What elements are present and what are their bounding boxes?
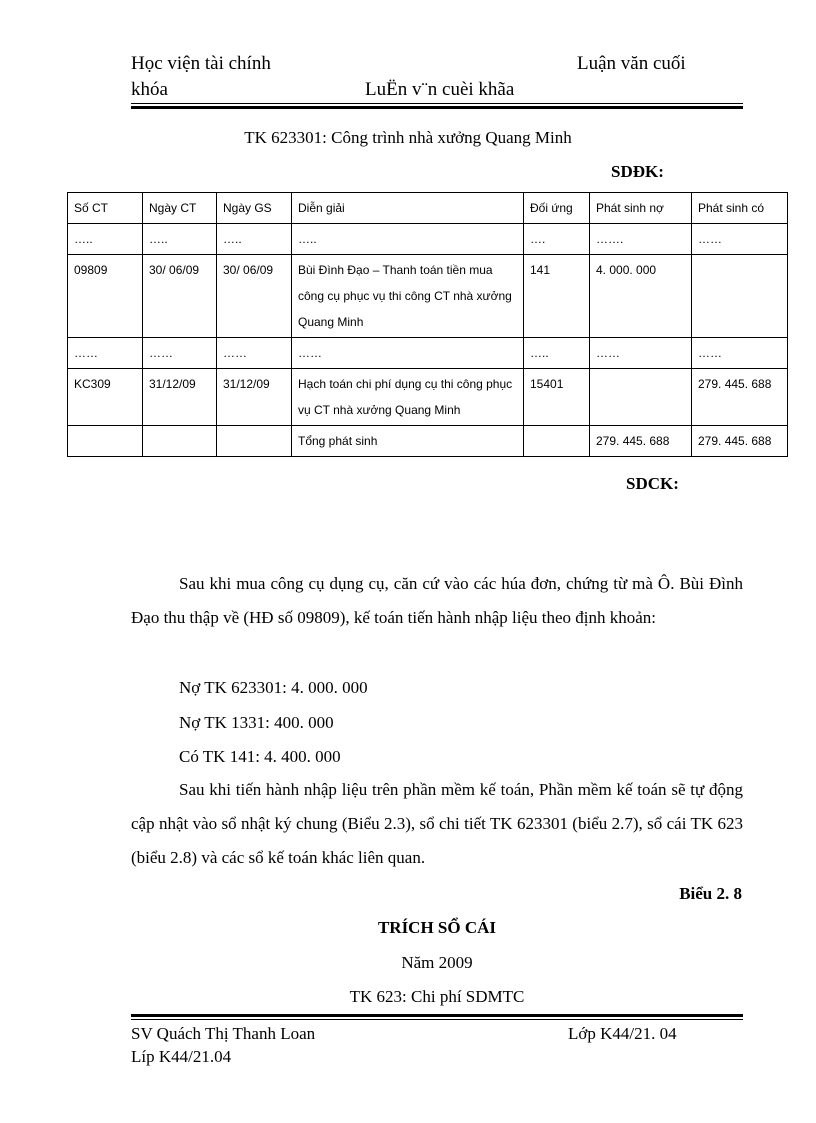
table-cell: Tổng phát sinh xyxy=(292,426,524,457)
column-header: Ngày CT xyxy=(143,193,217,224)
table-cell: …… xyxy=(692,224,788,255)
table-cell: 279. 445. 688 xyxy=(692,369,788,426)
header-rule-thick xyxy=(131,106,743,109)
footer-rule-thick xyxy=(131,1014,743,1017)
table-cell: Hạch toán chi phí dụng cụ thi công phục vụ CT nhà xưởng Quang Minh xyxy=(292,369,524,426)
table-cell: ….. xyxy=(143,224,217,255)
footer-rule-thin xyxy=(131,1019,743,1020)
table-cell: …… xyxy=(292,338,524,369)
table-cell: 30/ 06/09 xyxy=(143,255,217,338)
table-cell: 31/12/09 xyxy=(217,369,292,426)
table-cell: ….. xyxy=(217,224,292,255)
table-row xyxy=(68,224,788,255)
table-cell: 279. 445. 688 xyxy=(590,426,692,457)
table-cell: …. xyxy=(524,224,590,255)
table-cell xyxy=(590,369,692,426)
table-row xyxy=(68,255,788,338)
exhibit-label: Biểu 2. 8 xyxy=(679,884,742,903)
table-row-total xyxy=(68,426,788,457)
table-header-row xyxy=(68,193,788,224)
table-cell: Bùi Đình Đạo – Thanh toán tiền mua công cụ phục vụ thi công CT nhà xưởng Quang Minh xyxy=(292,255,524,338)
journal-entry-debit-2: Nợ TK 1331: 400. 000 xyxy=(179,713,334,732)
table-cell: ….. xyxy=(292,224,524,255)
opening-balance-label: SDĐK: xyxy=(611,162,664,181)
table-cell: …… xyxy=(143,338,217,369)
table-cell: 4. 000. 000 xyxy=(590,255,692,338)
table-row xyxy=(68,369,788,426)
footer-class: Lớp K44/21. 04 xyxy=(568,1024,677,1043)
table-cell: …… xyxy=(590,338,692,369)
table-cell: 279. 445. 688 xyxy=(692,426,788,457)
table-cell: 141 xyxy=(524,255,590,338)
table-cell: 09809 xyxy=(68,255,143,338)
ledger-title: TRÍCH SỔ CÁI xyxy=(377,918,497,937)
table-cell: …… xyxy=(68,338,143,369)
header-thesis-title: Luận văn cuối xyxy=(577,53,686,74)
table-cell: …… xyxy=(692,338,788,369)
ledger-account: TK 623: Chi phí SDMTC xyxy=(349,987,525,1006)
header-institution: Học viện tài chính xyxy=(131,53,271,74)
table-cell: …… xyxy=(217,338,292,369)
closing-balance-label: SDCK: xyxy=(626,474,679,493)
table-row xyxy=(68,338,788,369)
ledger-table xyxy=(67,192,788,457)
section-title: TK 623301: Công trình nhà xưởng Quang Minh xyxy=(244,128,572,147)
table-cell: ….. xyxy=(68,224,143,255)
column-header: Diễn giải xyxy=(292,193,524,224)
ledger-year: Năm 2009 xyxy=(401,953,473,972)
table-cell xyxy=(217,426,292,457)
column-header: Phát sinh có xyxy=(692,193,788,224)
table-cell: KC309 xyxy=(68,369,143,426)
column-header: Ngày GS xyxy=(217,193,292,224)
table-cell xyxy=(692,255,788,338)
table-cell xyxy=(68,426,143,457)
journal-entry-credit: Có TK 141: 4. 400. 000 xyxy=(179,747,341,766)
table-cell: 15401 xyxy=(524,369,590,426)
paragraph-software-update: Sau khi tiến hành nhập liệu trên phần mềm kế toán, Phần mềm kế toán sẽ tự động cập nhật vào sổ nhật ký chung (Biểu 2.3), sổ chi tiết TK 623301 (biểu 2.7), sổ cái TK 623 (biểu 2.8) và các sổ kế toán khác liên quan. xyxy=(131,780,743,867)
footer-student-name: SV Quách Thị Thanh Loan xyxy=(131,1024,316,1043)
column-header: Số CT xyxy=(68,193,143,224)
column-header: Phát sinh nợ xyxy=(590,193,692,224)
paragraph-purchase: Sau khi mua công cụ dụng cụ, căn cứ vào các húa đơn, chứng từ mà Ô. Bùi Đình Đạo thu thập về (HĐ số 09809), kế toán tiến hành nhập liệu theo định khoản: xyxy=(131,574,743,627)
journal-entry-debit-1: Nợ TK 623301: 4. 000. 000 xyxy=(179,678,368,697)
header-thesis-title-legacy: LuËn v¨n cuèi khãa xyxy=(365,79,515,100)
table-cell: 31/12/09 xyxy=(143,369,217,426)
header-institution-cont: khóa xyxy=(131,79,168,100)
table-cell: 30/ 06/09 xyxy=(217,255,292,338)
table-cell xyxy=(143,426,217,457)
header-rule-thin xyxy=(131,103,743,104)
table-cell: ….. xyxy=(524,338,590,369)
table-cell: ……. xyxy=(590,224,692,255)
footer-class-legacy: Líp K44/21.04 xyxy=(131,1047,232,1066)
column-header: Đối ứng xyxy=(524,193,590,224)
table-cell xyxy=(524,426,590,457)
